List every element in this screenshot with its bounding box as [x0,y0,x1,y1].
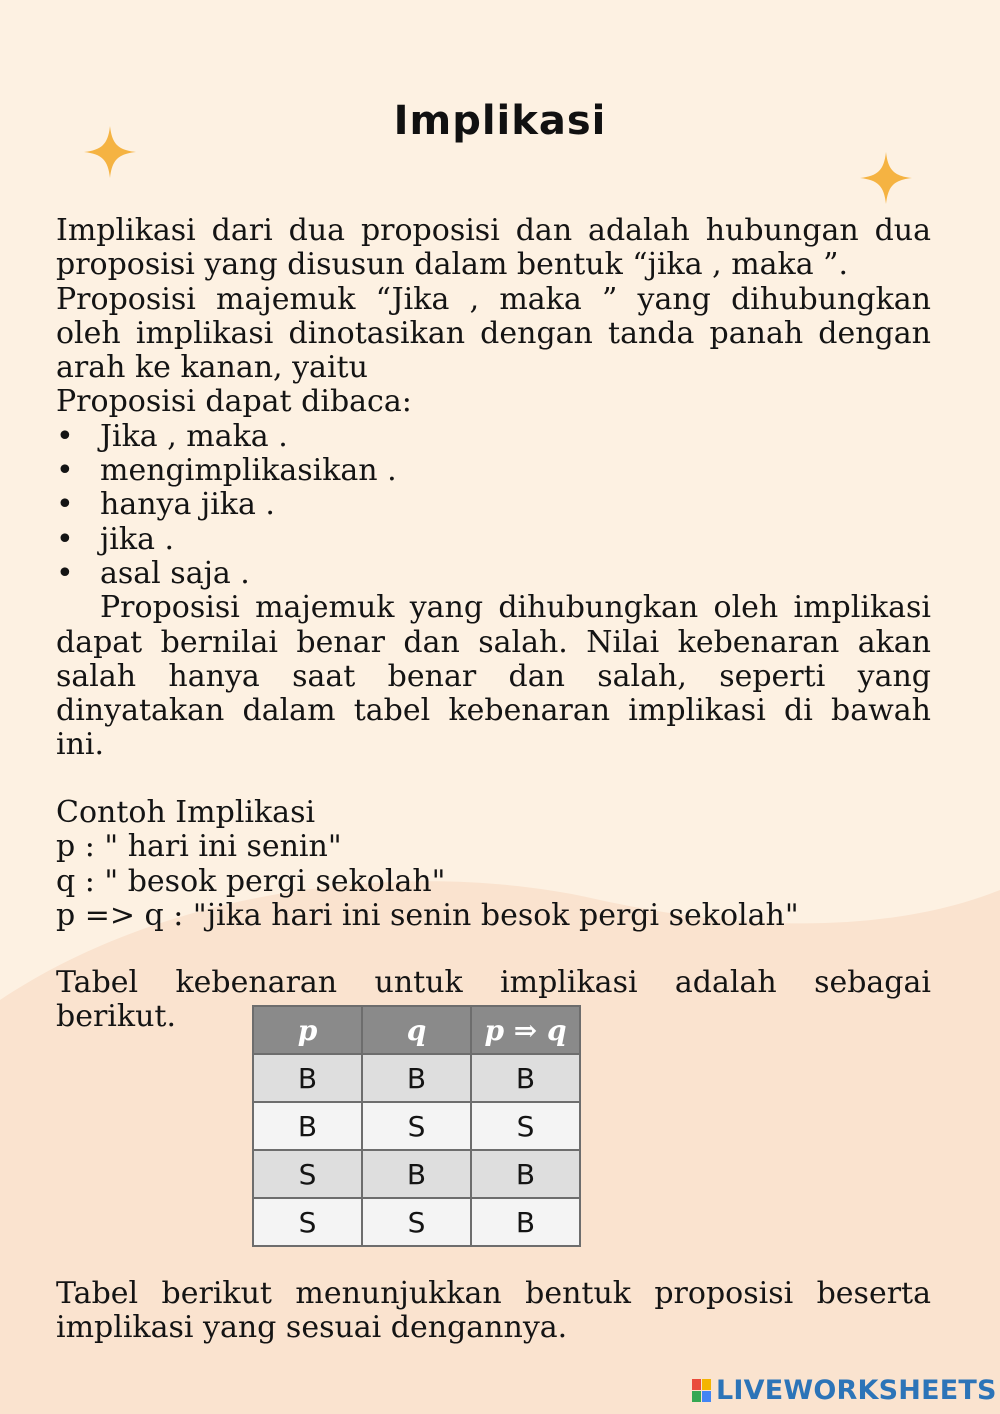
list-item: • asal saja . [56,555,250,591]
table-cell: B [362,1054,471,1102]
table-cell: S [253,1150,362,1198]
bullet-icon: • [56,555,74,591]
list-item: • mengimplikasikan . [56,453,397,489]
list-item: • Jika , maka . [56,418,288,454]
liveworksheets-logo-icon [692,1379,712,1403]
closing-line: implikasi yang sesuai dengannya. [56,1310,568,1346]
truth-table [252,1005,581,1247]
page-title: Implikasi [393,98,607,144]
intro-line: proposisi yang disusun dalam bentuk “jika , maka ”. [56,247,849,283]
bullet-icon: • [56,521,74,557]
table-cell: B [253,1054,362,1102]
header-p: p [253,1006,362,1054]
closing-paragraph [56,1277,931,1346]
table-cell: S [362,1198,471,1246]
sparkle-icon [860,152,912,204]
example-p: p : " hari ini senin" [56,829,342,865]
table-cell: B [253,1102,362,1150]
table-cell: S [471,1102,580,1150]
table-cell: S [362,1102,471,1150]
bullet-icon: • [56,453,74,489]
table-row [253,1150,580,1198]
table-intro-line: Tabel kebenaran untuk implikasi adalah sebagai [56,965,931,1000]
intro-line: arah ke kanan, yaitu [56,350,368,386]
truth-line: dapat bernilai benar dan salah. Nilai kebenaran akan [56,624,931,660]
table-cell: B [362,1150,471,1198]
truth-line: ini. [56,727,105,763]
header-p-implies-q: p ⇒ q [471,1006,580,1054]
truth-line: dinyatakan dalam tabel kebenaran implikasi di bawah [56,693,931,729]
header-q: q [362,1006,471,1054]
intro-line: Proposisi dapat dibaca: [56,384,412,420]
bullet-icon: • [56,418,74,454]
intro-line: Implikasi dari dua proposisi dan adalah hubungan dua [56,213,931,248]
table-cell: B [471,1198,580,1246]
table-cell: B [471,1054,580,1102]
intro-paragraph [56,214,931,763]
table-intro-line: berikut. [56,999,176,1035]
example-implication: p => q : "jika hari ini senin besok pergi sekolah" [56,897,799,933]
table-row [253,1198,580,1246]
closing-line: Tabel berikut menunjukkan bentuk proposisi beserta [56,1276,931,1311]
truth-line: Proposisi majemuk yang dihubungkan oleh implikasi [100,590,931,626]
watermark-logo[interactable]: LIVEWORKSHEETS [716,1375,997,1406]
list-item: • jika . [56,521,175,557]
list-item: • hanya jika . [56,487,275,523]
table-cell: B [471,1150,580,1198]
example-q: q : " besok pergi sekolah" [56,863,446,899]
table-header-row [253,1006,580,1054]
truth-line: salah hanya saat benar dan salah, seperti yang [56,658,931,694]
table-row [253,1054,580,1102]
readings-list [56,420,931,591]
example-heading: Contoh Implikasi [56,795,316,830]
intro-line: oleh implikasi dinotasikan dengan tanda panah dengan [56,315,931,351]
table-row [253,1102,580,1150]
table-cell: S [253,1198,362,1246]
example-block [56,796,931,933]
bullet-icon: • [56,487,74,523]
intro-line: Proposisi majemuk “Jika , maka ” yang dihubungkan [56,281,931,317]
